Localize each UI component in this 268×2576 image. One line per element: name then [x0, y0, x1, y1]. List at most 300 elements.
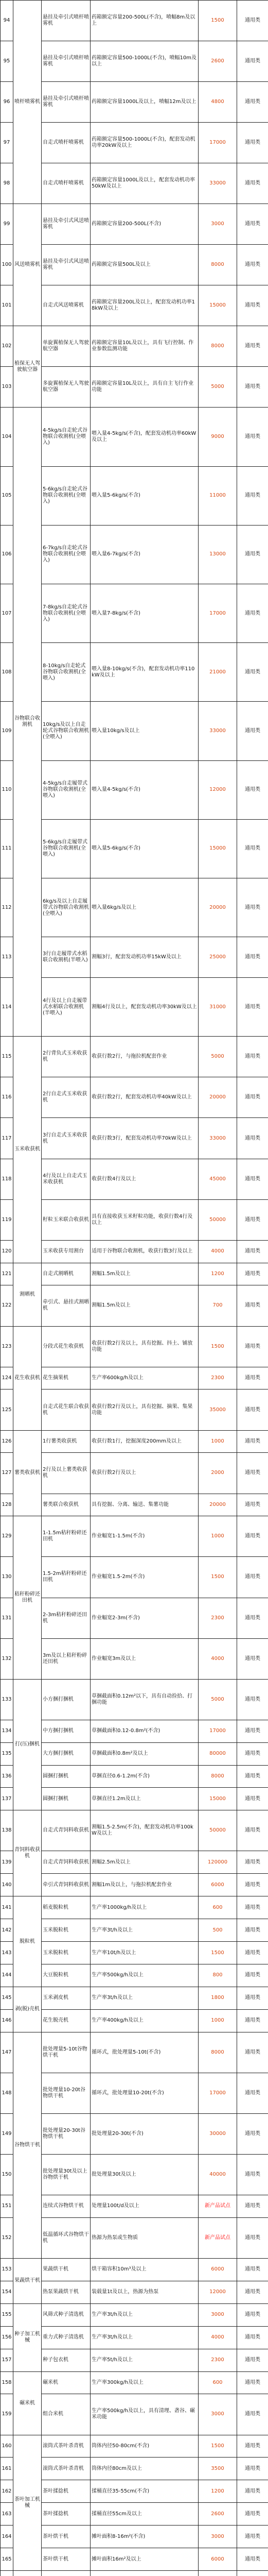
category-cell: 风送喷雾机 — [13, 204, 42, 326]
remark-cell: 通用类 — [237, 1199, 268, 1240]
config-params-cell: 批处理量30t及以上 — [91, 2154, 199, 2195]
subsidy-table-body — [1, 1, 268, 2576]
remark-cell: 通用类 — [237, 1964, 268, 1987]
subsidy-amount-cell: 1000 — [199, 1430, 237, 1453]
subsidy-amount-cell: 45000 — [199, 1159, 237, 1199]
tier-name-cell: 碾米机 — [42, 2371, 91, 2394]
tier-name-cell: 悬挂及牵引式风送喷雾机 — [42, 204, 91, 245]
remark-cell: 通用类 — [237, 2073, 268, 2113]
subsidy-amount-cell: 5000 — [199, 367, 237, 408]
row-number-cell: 139 — [1, 1851, 13, 1874]
remark-cell: 通用类 — [237, 1326, 268, 1367]
config-params-cell: 收获行数3行，配套发动机功率70kW及以上 — [91, 1118, 199, 1159]
tier-name-cell: 滚筒式茶叶杀青机 — [42, 2435, 91, 2458]
config-params-cell: 具有直接收获玉米籽粒功能，收获行数4行及以上 — [91, 1199, 199, 1240]
config-params-cell: 作业幅宽1.5-2m(不含) — [91, 1557, 199, 1598]
row-number-cell: 121 — [1, 1263, 13, 1285]
row-number-cell: 145 — [1, 1987, 13, 2009]
subsidy-amount-cell: 9000 — [199, 408, 237, 466]
remark-cell: 通用类 — [237, 2326, 268, 2349]
tier-name-cell: 悬挂及牵引式喷杆喷雾机 — [42, 41, 91, 82]
config-params-cell: 生产率10t/h及以上 — [91, 1942, 199, 1964]
tier-name-cell: 4行及以上自走履带式水稻联合收割机(半喂入) — [42, 978, 91, 1037]
row-number-cell: 107 — [1, 584, 13, 643]
remark-cell: 通用类 — [237, 2281, 268, 2303]
row-number-cell: 123 — [1, 1326, 13, 1367]
config-params-cell: 摊叶面积16m²及以上 — [91, 2548, 199, 2571]
tier-name-cell: 组合米机 — [42, 2394, 91, 2435]
table-row — [1, 2571, 268, 2576]
subsidy-amount-cell: 3000 — [199, 2394, 237, 2435]
remark-cell: 通用类 — [237, 1118, 268, 1159]
tier-name-cell: 8-10kg/s自走轮式谷物联合收割机(全喂入) — [42, 643, 91, 702]
subsidy-amount-cell: 3000 — [199, 2303, 237, 2326]
tier-name-cell: 低温循环式谷物烘干机 — [42, 2217, 91, 2258]
remark-cell: 通用类 — [237, 1810, 268, 1851]
tier-name-cell: 自走式喷杆喷雾机 — [42, 123, 91, 163]
row-number-cell: 136 — [1, 1765, 13, 1788]
row-number-cell: 111 — [1, 819, 13, 878]
config-params-cell: 收获行数2行，配套发动机功率40kW及以上 — [91, 1077, 199, 1118]
remark-cell: 通用类 — [237, 1942, 268, 1964]
remark-cell: 通用类 — [237, 1494, 268, 1516]
row-number-cell: 159 — [1, 2394, 13, 2435]
subsidy-amount-cell: 1200 — [199, 1263, 237, 1285]
row-number-cell: 100 — [1, 245, 13, 285]
row-number-cell: 122 — [1, 1285, 13, 1326]
remark-cell: 通用类 — [237, 1598, 268, 1638]
row-number-cell: 140 — [1, 1874, 13, 1896]
tier-name-cell: 批处理量20-30t谷物烘干机 — [42, 2113, 91, 2154]
remark-cell: 通用类 — [237, 1742, 268, 1765]
subsidy-amount-cell: 50000 — [199, 1199, 237, 1240]
remark-cell: 通用类 — [237, 123, 268, 163]
tier-name-cell: 花生脱壳机 — [42, 2009, 91, 2032]
category-cell: 果蔬烘干机 — [13, 2258, 42, 2303]
table-row — [1, 1810, 268, 1851]
subsidy-amount-cell: 800 — [199, 1964, 237, 1987]
config-params-cell: 烘干箱容积10m³及以上 — [91, 2258, 199, 2281]
remark-cell: 通用类 — [237, 2435, 268, 2458]
remark-cell: 通用类 — [237, 1919, 268, 1942]
config-params-cell: 循环式，批处理量5-10t(不含) — [91, 2032, 199, 2073]
table-row — [1, 1987, 268, 2009]
table-row — [1, 2303, 268, 2326]
config-params-cell: 批处理量20-30t(不含) — [91, 2113, 199, 2154]
tier-name-cell: 茶叶烘干机 — [42, 2548, 91, 2571]
category-cell: 碾米机 — [13, 2371, 42, 2435]
tier-name-cell: 重力式种子清选机 — [42, 2326, 91, 2349]
config-params-cell: 割幅2.5m及以上 — [91, 1851, 199, 1874]
remark-cell: 通用类 — [237, 1679, 268, 1720]
subsidy-amount-cell: 15000 — [199, 819, 237, 878]
config-params-cell: 割幅4行及以上，配套发动机功率30kW及以上 — [91, 978, 199, 1037]
row-number-cell: 147 — [1, 2032, 13, 2073]
tier-name-cell: 3行自走履带式水稻联合收割机(半喂入) — [42, 937, 91, 978]
tier-name-cell: 6-7kg/s自走轮式谷物联合收割机(全喂入) — [42, 525, 91, 584]
tier-name-cell: 自走式风送喷雾机 — [42, 285, 91, 326]
remark-cell: 通用类 — [237, 1, 268, 41]
subsidy-amount-cell: 1500 — [199, 1942, 237, 1964]
tier-name-cell: 籽粒玉米联合收获机 — [42, 1199, 91, 1240]
tier-name-cell: 花生摘果机 — [42, 1367, 91, 1389]
config-params-cell: 生产率500kg/h及以上，具有清理、砻谷、碾米功能 — [91, 2394, 199, 2435]
tier-name-cell: 4-5kg/s自走轮式谷物联合收割机(全喂入) — [42, 408, 91, 466]
subsidy-amount-cell: 2300 — [199, 1367, 237, 1389]
config-params-cell: 收获行数2行，与拖拉机配套作业 — [91, 1037, 199, 1077]
remark-cell: 通用类 — [237, 82, 268, 123]
config-params-cell: 生产率5t/h及以上 — [91, 2349, 199, 2371]
config-params-cell: 喂入量6-7kg/s(不含) — [91, 525, 199, 584]
tier-name-cell: 2行背负式玉米收获机 — [42, 1037, 91, 1077]
row-number-cell: 155 — [1, 2303, 13, 2326]
remark-cell: 通用类 — [237, 2458, 268, 2480]
tier-name-cell: 大方捆打捆机 — [42, 1742, 91, 1765]
config-params-cell: 揉桶直径35-55cm(不含) — [91, 2480, 199, 2503]
tier-name-cell: 2行及以上薯类收获机 — [42, 1453, 91, 1494]
subsidy-amount-cell: 25000 — [199, 937, 237, 978]
config-params-cell: 生产率600kg/h及以上 — [91, 1367, 199, 1389]
row-number-cell: 160 — [1, 2435, 13, 2458]
table-row — [1, 1896, 268, 1919]
tier-name-cell: 滚筒式茶叶杀青机 — [42, 2458, 91, 2480]
subsidy-amount-cell: 3500 — [199, 2458, 237, 2480]
subsidy-amount-cell: 15000 — [199, 285, 237, 326]
subsidy-amount-cell: 3000 — [199, 2526, 237, 2548]
remark-cell: 通用类 — [237, 408, 268, 466]
table-row — [1, 2435, 268, 2458]
config-params-cell: 生产率3t/h及以上 — [91, 1987, 199, 2009]
remark-cell: 通用类 — [237, 41, 268, 82]
tier-name-cell: 悬挂及牵引式风送喷雾机 — [42, 245, 91, 285]
row-number-cell: 119 — [1, 1199, 13, 1240]
config-params-cell: 药箱额定容量10L及以上，具有飞行控制、作业参数监测功能 — [91, 326, 199, 367]
subsidy-amount-cell: 3000 — [199, 204, 237, 245]
tier-name-cell: 分段式花生收获机 — [42, 1326, 91, 1367]
row-number-cell: 146 — [1, 2009, 13, 2032]
category-cell: 种子加工机械 — [13, 2303, 42, 2371]
row-number-cell: 141 — [1, 1896, 13, 1919]
row-number-cell — [1, 2571, 13, 2576]
row-number-cell: 133 — [1, 1679, 13, 1720]
remark-cell: 通用类 — [237, 466, 268, 525]
row-number-cell: 153 — [1, 2258, 13, 2281]
subsidy-amount-cell: 13000 — [199, 525, 237, 584]
config-params-cell: 喂入量8-10kg/s(不含)，配套发动机功率110kW及以上 — [91, 643, 199, 702]
subsidy-amount-cell: 50000 — [199, 1810, 237, 1851]
tier-name-cell: 果蔬烘干机 — [42, 2258, 91, 2281]
remark-cell: 通用类 — [237, 1263, 268, 1285]
tier-name-cell: 牵引式、悬挂式割晒机 — [42, 1285, 91, 1326]
config-params-cell: 作业幅宽2-3m(不含) — [91, 1598, 199, 1638]
remark-cell: 通用类 — [237, 878, 268, 937]
row-number-cell: 154 — [1, 2281, 13, 2303]
tier-name-cell: 2行自走式玉米收获机 — [42, 1077, 91, 1118]
subsidy-amount-cell: 1500 — [199, 1326, 237, 1367]
row-number-cell: 125 — [1, 1389, 13, 1430]
config-params-cell: 收获行数2行及以上，具有挖掘、抖土、铺放功能 — [91, 1326, 199, 1367]
tier-name-cell: 圆捆打捆机 — [42, 1765, 91, 1788]
config-params-cell: 收获行数2行及以上，具有挖掘、摘果、集果功能 — [91, 1389, 199, 1430]
remark-cell: 通用类 — [237, 1516, 268, 1557]
subsidy-amount-cell: 12000 — [199, 2281, 237, 2303]
subsidy-amount-cell: 2600 — [199, 41, 237, 82]
remark-cell: 通用类 — [237, 2195, 268, 2217]
row-number-cell: 162 — [1, 2480, 13, 2503]
config-params-cell: 草捆截面积0.12m²以下，具有自动捡拾、打捆功能 — [91, 1679, 199, 1720]
table-row — [1, 1516, 268, 1557]
subsidy-amount-cell — [199, 2571, 237, 2576]
row-number-cell: 109 — [1, 702, 13, 760]
category-cell: 花生收获机 — [13, 1326, 42, 1430]
row-number-cell: 116 — [1, 1077, 13, 1118]
subsidy-amount-cell: 20000 — [199, 1494, 237, 1516]
remark-cell: 通用类 — [237, 702, 268, 760]
tier-name-cell: 1.5-2m秸秆粉碎还田机 — [42, 1557, 91, 1598]
row-number-cell: 98 — [1, 163, 13, 204]
row-number-cell: 158 — [1, 2371, 13, 2394]
tier-name-cell: 多旋翼植保无人驾驶航空器 — [42, 367, 91, 408]
config-params-cell: 生产率500kg/h及以上 — [91, 1964, 199, 1987]
config-params-cell: 生产率3t/h及以上 — [91, 2326, 199, 2349]
subsidy-amount-cell: 33000 — [199, 163, 237, 204]
row-number-cell: 142 — [1, 1919, 13, 1942]
tier-name-cell: 中方捆打捆机 — [42, 1720, 91, 1742]
tier-name-cell: 6kg/s及以上自走履带式谷物联合收割机(全喂入) — [42, 878, 91, 937]
category-cell — [13, 2571, 42, 2576]
row-number-cell: 99 — [1, 204, 13, 245]
config-params-cell: 热源为热泵或生物质 — [91, 2217, 199, 2258]
remark-cell: 通用类 — [237, 760, 268, 819]
row-number-cell: 138 — [1, 1810, 13, 1851]
tier-name-cell: 玉米剥皮机 — [42, 1987, 91, 2009]
remark-cell: 通用类 — [237, 2349, 268, 2371]
row-number-cell: 152 — [1, 2217, 13, 2258]
remark-cell: 通用类 — [237, 245, 268, 285]
category-cell: 割晒机 — [13, 1263, 42, 1326]
remark-cell: 通用类 — [237, 1851, 268, 1874]
remark-cell: 通用类 — [237, 2258, 268, 2281]
row-number-cell: 106 — [1, 525, 13, 584]
subsidy-amount-cell: 2300 — [199, 1598, 237, 1638]
remark-cell: 通用类 — [237, 2032, 268, 2073]
config-params-cell: 药箱额定容量500-1000L(不含)，喷幅10m及以上 — [91, 41, 199, 82]
category-cell: 玉米收获机 — [13, 1037, 42, 1263]
category-cell: 秸秆粉碎还田机 — [13, 1516, 42, 1679]
subsidy-amount-cell: 1000 — [199, 1516, 237, 1557]
config-params-cell: 生产率300kg/h及以上 — [91, 2371, 199, 2394]
row-number-cell: 95 — [1, 41, 13, 82]
row-number-cell: 151 — [1, 2195, 13, 2217]
tier-name-cell: 茶叶揉捻机 — [42, 2480, 91, 2503]
remark-cell: 通用类 — [237, 1453, 268, 1494]
subsidy-amount-cell: 120000 — [199, 1851, 237, 1874]
subsidy-amount-cell: 1500 — [199, 1, 237, 41]
subsidy-amount-cell: 12000 — [199, 760, 237, 819]
subsidy-amount-cell: 600 — [199, 1896, 237, 1919]
tier-name-cell: 自走式花生联合收获机 — [42, 1389, 91, 1430]
remark-cell: 通用类 — [237, 2217, 268, 2258]
row-number-cell: 126 — [1, 1430, 13, 1453]
table-row — [1, 2032, 268, 2073]
tier-name-cell: 4行及以上自走式玉米收获机 — [42, 1159, 91, 1199]
subsidy-amount-cell: 1000 — [199, 2009, 237, 2032]
remark-cell: 通用类 — [237, 1285, 268, 1326]
remark-cell: 通用类 — [237, 1430, 268, 1453]
row-number-cell: 150 — [1, 2154, 13, 2195]
subsidy-amount-cell: 20000 — [199, 878, 237, 937]
config-params-cell: 循环式，批处理量10-20t(不含) — [91, 2073, 199, 2113]
tier-name-cell: 大豆脱粒机 — [42, 1964, 91, 1987]
subsidy-amount-cell: 15000 — [199, 1788, 237, 1810]
config-params-cell: 适用于谷物联合收割机，收获行数3行及以上 — [91, 1240, 199, 1263]
remark-cell: 通用类 — [237, 2113, 268, 2154]
remark-cell: 通用类 — [237, 1638, 268, 1679]
tier-name-cell: 薯类联合收获机 — [42, 1494, 91, 1516]
subsidy-amount-cell: 新产品试点 — [199, 2195, 237, 2217]
tier-name-cell: 自走式青饲料收获机 — [42, 1810, 91, 1851]
tier-name-cell: 单旋翼植保无人驾驶航空器 — [42, 326, 91, 367]
config-params-cell: 喂入量5-6kg/s(不含) — [91, 466, 199, 525]
remark-cell: 通用类 — [237, 2548, 268, 2571]
config-params-cell: 割幅1.5-2.5m(不含)，配套发动机功率100kW及以上 — [91, 1810, 199, 1851]
row-number-cell: 131 — [1, 1598, 13, 1638]
config-params-cell: 药箱额定容量500-1000L(不含)，配套发动机功率20kW及以上 — [91, 123, 199, 163]
remark-cell: 通用类 — [237, 204, 268, 245]
remark-cell: 通用类 — [237, 978, 268, 1037]
remark-cell: 通用类 — [237, 1037, 268, 1077]
category-cell: 脱粒机 — [13, 1896, 42, 1987]
config-params-cell: 装载量1t及以上，热源为热泵 — [91, 2281, 199, 2303]
tier-name-cell: 3行自走式玉米收获机 — [42, 1118, 91, 1159]
subsidy-amount-cell: 5000 — [199, 1679, 237, 1720]
tier-name-cell — [42, 2571, 91, 2576]
config-params-cell: 收获行数1行，挖掘深度200mm及以上 — [91, 1430, 199, 1453]
remark-cell: 通用类 — [237, 2303, 268, 2326]
row-number-cell: 149 — [1, 2113, 13, 2154]
row-number-cell: 143 — [1, 1942, 13, 1964]
tier-name-cell: 连续式谷物烘干机 — [42, 2195, 91, 2217]
category-cell: 植保无人驾驶航空器 — [13, 326, 42, 408]
config-params-cell: 生产率3t/h及以上 — [91, 1919, 199, 1942]
remark-cell: 通用类 — [237, 285, 268, 326]
config-params-cell: 作业幅宽1-1.5m(不含) — [91, 1516, 199, 1557]
table-row — [1, 1, 268, 41]
category-cell: 薯类收获机 — [13, 1430, 42, 1516]
row-number-cell: 112 — [1, 878, 13, 937]
subsidy-amount-cell: 80000 — [199, 1742, 237, 1765]
tier-name-cell: 悬挂及牵引式喷杆喷雾机 — [42, 1, 91, 41]
remark-cell: 通用类 — [237, 2394, 268, 2435]
subsidy-amount-cell: 17000 — [199, 123, 237, 163]
config-params-cell — [91, 2571, 199, 2576]
config-params-cell: 割幅3行，配套发动机功率15kW及以上 — [91, 937, 199, 978]
config-params-cell: 药箱额定容量1000L及以上，配套发动机功率50kW及以上 — [91, 163, 199, 204]
tier-name-cell: 1行薯类收获机 — [42, 1430, 91, 1453]
subsidy-amount-cell: 500 — [199, 1919, 237, 1942]
remark-cell: 通用类 — [237, 2371, 268, 2394]
row-number-cell: 96 — [1, 82, 13, 123]
category-cell: 谷物联合收割机 — [13, 408, 42, 1037]
subsidy-amount-cell: 1200 — [199, 2480, 237, 2503]
config-params-cell: 药箱额定容量200-500L(不含)，喷幅8m及以上 — [91, 1, 199, 41]
tier-name-cell: 10kg/s及以上自走轮式谷物联合收割机(全喂入) — [42, 702, 91, 760]
subsidy-amount-cell: 8000 — [199, 2032, 237, 2073]
remark-cell: 通用类 — [237, 1367, 268, 1389]
row-number-cell: 127 — [1, 1453, 13, 1494]
row-number-cell: 161 — [1, 2458, 13, 2480]
config-params-cell: 处理量100t/d及以上 — [91, 2195, 199, 2217]
config-params-cell: 药箱额定容量1000L及以上，喷幅12m及以上 — [91, 82, 199, 123]
tier-name-cell: 批处理量30t及以上谷物烘干机 — [42, 2154, 91, 2195]
row-number-cell: 144 — [1, 1964, 13, 1987]
tier-name-cell: 热泵果蔬烘干机 — [42, 2281, 91, 2303]
row-number-cell: 124 — [1, 1367, 13, 1389]
tier-name-cell: 自走式青饲料收获机 — [42, 1851, 91, 1874]
remark-cell: 通用类 — [237, 2154, 268, 2195]
tier-name-cell: 批处理量5-10t谷物烘干机 — [42, 2032, 91, 2073]
config-params-cell: 喂入量4-5kg/s(不含)，配套发动机功率60kW及以上 — [91, 408, 199, 466]
row-number-cell: 165 — [1, 2548, 13, 2571]
subsidy-amount-cell: 600 — [199, 2371, 237, 2394]
remark-cell: 通用类 — [237, 584, 268, 643]
table-row — [1, 1326, 268, 1367]
config-params-cell: 筒体内径50-80cm(不含) — [91, 2435, 199, 2458]
config-params-cell: 揉桶直径55cm及以上 — [91, 2503, 199, 2526]
config-params-cell: 生产率3t/h及以上 — [91, 2303, 199, 2326]
row-number-cell: 114 — [1, 978, 13, 1037]
table-row — [1, 408, 268, 466]
tier-name-cell: 1-1.5m秸秆粉碎还田机 — [42, 1516, 91, 1557]
row-number-cell: 103 — [1, 367, 13, 408]
subsidy-amount-cell: 新产品试点 — [199, 2217, 237, 2258]
row-number-cell: 164 — [1, 2526, 13, 2548]
remark-cell: 通用类 — [237, 525, 268, 584]
config-params-cell: 草捆截面积0.8m²及以上 — [91, 1742, 199, 1765]
tier-name-cell: 玉米收获专用割台 — [42, 1240, 91, 1263]
remark-cell: 通用类 — [237, 1557, 268, 1598]
config-params-cell: 收获行数2行及以上 — [91, 1453, 199, 1494]
row-number-cell: 137 — [1, 1788, 13, 1810]
table-row — [1, 1430, 268, 1453]
subsidy-amount-cell: 21000 — [199, 643, 237, 702]
category-cell: 茶叶加工机械 — [13, 2435, 42, 2571]
remark-cell: 通用类 — [237, 367, 268, 408]
table-row — [1, 2371, 268, 2394]
subsidy-amount-cell: 33000 — [199, 1118, 237, 1159]
row-number-cell: 115 — [1, 1037, 13, 1077]
subsidy-amount-cell: 8000 — [199, 1765, 237, 1788]
tier-name-cell: 玉米脱粒机 — [42, 1942, 91, 1964]
row-number-cell: 128 — [1, 1494, 13, 1516]
row-number-cell: 105 — [1, 466, 13, 525]
subsidy-amount-cell: 17000 — [199, 1720, 237, 1742]
row-number-cell: 120 — [1, 1240, 13, 1263]
tier-name-cell: 小方捆打捆机 — [42, 1679, 91, 1720]
config-params-cell: 草捆截面积0.12-0.8m²(不含) — [91, 1720, 199, 1742]
subsidy-amount-cell: 31000 — [199, 978, 237, 1037]
subsidy-amount-cell: 6000 — [199, 2548, 237, 2571]
remark-cell: 通用类 — [237, 1159, 268, 1199]
subsidy-amount-cell: 8000 — [199, 326, 237, 367]
config-params-cell: 割幅1m及以上，与拖拉机配套作业 — [91, 1874, 199, 1896]
subsidy-amount-cell: 700 — [199, 1285, 237, 1326]
subsidy-amount-cell: 11000 — [199, 466, 237, 525]
tier-name-cell: 风筛式种子清选机 — [42, 2303, 91, 2326]
config-params-cell: 喂入量10kg/s及以上 — [91, 702, 199, 760]
row-number-cell: 104 — [1, 408, 13, 466]
tier-name-cell: 5-6kg/s自走履带式谷物联合收割机(全喂入) — [42, 819, 91, 878]
